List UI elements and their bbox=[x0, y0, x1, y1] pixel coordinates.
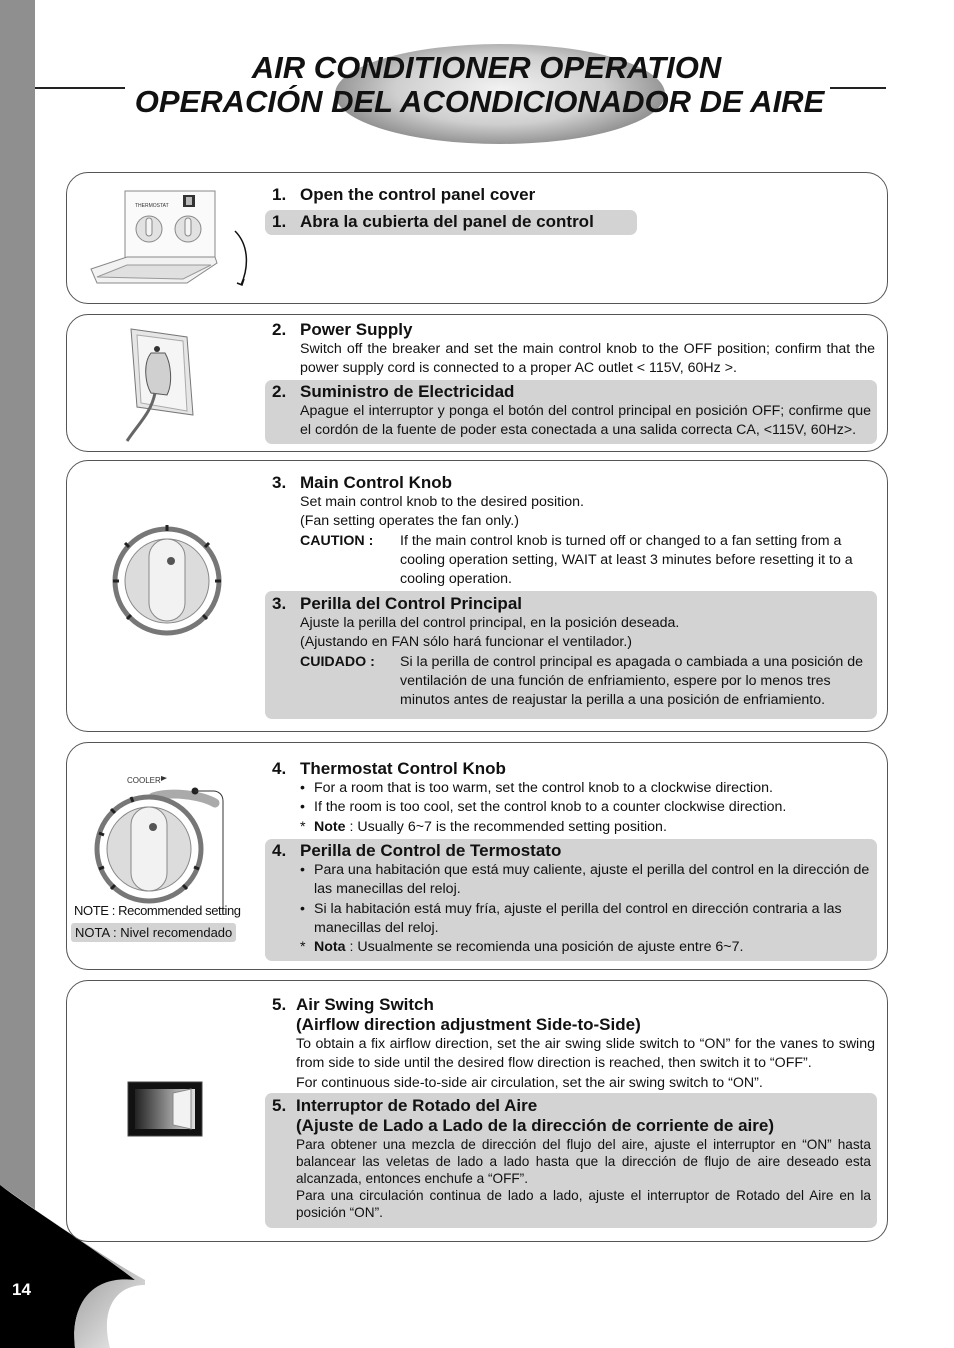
section-5-title-en: 5. Air Swing Switch bbox=[272, 995, 434, 1014]
section-3-line1-en: Set main control knob to the desired position. bbox=[300, 494, 584, 510]
section-3-title-en: 3. Main Control Knob bbox=[272, 473, 453, 492]
section-4-title-en: 4. Thermostat Control Knob bbox=[272, 759, 506, 778]
section-4-text bbox=[272, 759, 875, 837]
section-3-text bbox=[272, 473, 875, 589]
section-air-swing-switch bbox=[66, 980, 888, 1242]
section-3-caution-es: CUIDADO : Si la perilla de control principal es apagada o cambiada a una posición de ventilación de una función de enfriamiento, espere por lo menos tres minutos antes de reajustar la perilla a una posición de enfriamiento. bbox=[300, 653, 863, 709]
section-5-subtitle-en: (Airflow direction adjustment Side-to-Side) bbox=[296, 1015, 641, 1034]
section-5-subtitle-es: (Ajuste de Lado a Lado de la dirección de corriente de aire) bbox=[296, 1116, 775, 1135]
note-recommended-es: NOTA : Nivel recomendado bbox=[71, 923, 236, 942]
thermostat-label: THERMOSTAT bbox=[135, 203, 169, 209]
section-2-title-es: 2. Suministro de Electricidad bbox=[272, 382, 515, 401]
section-power-supply bbox=[66, 314, 888, 452]
section-4-note-es: * Nota : Usualmente se recomienda una posición de ajuste entre 6~7. bbox=[300, 939, 744, 956]
section-open-cover bbox=[66, 172, 888, 304]
section-1-text bbox=[272, 185, 875, 205]
control-panel-cover-icon bbox=[87, 187, 257, 293]
section-3-title-es: 3. Perilla del Control Principal bbox=[272, 594, 522, 613]
section-3-spanish-box bbox=[265, 591, 877, 719]
section-1-title-es: 1. Abra la cubierta del panel de control bbox=[272, 212, 594, 231]
section-5-body1-es: Para obtener una mezcla de dirección del flujo del aire, ajuste el interruptor en “ON” hasta balancear las veletas de lado a lado hasta que la dirección de flujo de aire deseado esta alcanzada, entonces enchufe a “OFF”. bbox=[296, 1137, 871, 1186]
section-4-bullet1-en: • For a room that is too warm, set the control knob to a clockwise direction. bbox=[300, 780, 773, 796]
section-3-line1-es: Ajuste la perilla del control principal, en la posición deseada. bbox=[300, 615, 680, 631]
section-1-spanish-box bbox=[265, 210, 637, 235]
page-title-block bbox=[35, 40, 954, 150]
section-1-title-en: 1. Open the control panel cover bbox=[272, 185, 536, 204]
section-5-body2-es: Para una circulación continua de lado a lado, ajuste el interruptor de Rotado del Aire en la posición “ON”. bbox=[296, 1188, 871, 1220]
section-5-title-es: 5. Interruptor de Rotado del Aire bbox=[272, 1096, 538, 1115]
section-4-bullet1-es: • Para una habitación que está muy caliente, ajuste el perilla del control en la dirección de las manecillas del reloj. bbox=[300, 862, 870, 898]
section-3-line2-en: (Fan setting operates the fan only.) bbox=[300, 513, 519, 530]
section-5-body1-en: To obtain a fix airflow direction, set the air swing slide switch to “ON” for the vanes to swing from side to side until the desired flow direction is reached, then switch it to “OFF”. bbox=[296, 1036, 875, 1072]
section-4-title-es: 4. Perilla de Control de Termostato bbox=[272, 841, 562, 860]
section-4-bullet2-es: • Si la habitación está muy fría, ajuste el perilla del control en dirección contraria a las manecillas del reloj. bbox=[300, 900, 842, 936]
note-recommended-en: NOTE : Recommended setting bbox=[74, 903, 241, 918]
title-spanish: OPERACIÓN DEL ACONDICIONADOR DE AIRE bbox=[134, 84, 825, 119]
title-english: AIR CONDITIONER OPERATION bbox=[251, 50, 722, 85]
section-thermostat-knob bbox=[66, 742, 888, 970]
section-3-caution-en: CAUTION : If the main control knob is turned off or changed to a fan setting from a cooling operation setting, WAIT at least 3 minutes before resetting it to a cooling operation. bbox=[300, 532, 853, 588]
main-control-knob-icon bbox=[111, 525, 223, 637]
section-4-bullet2-en: • If the room is too cool, set the control knob to a counter clockwise direction. bbox=[300, 799, 787, 816]
page-number: 14 bbox=[12, 1280, 31, 1299]
section-2-title-en: 2. Power Supply bbox=[272, 320, 413, 339]
cooler-label: COOLER bbox=[127, 776, 161, 785]
section-main-control-knob bbox=[66, 460, 888, 732]
section-5-body2-en: For continuous side-to-side air circulation, set the air swing switch to “ON”. bbox=[296, 1074, 763, 1091]
section-3-line2-es: (Ajustando en FAN sólo hará funcionar el ventilador.) bbox=[300, 634, 633, 651]
section-5-spanish-box bbox=[265, 1093, 877, 1228]
section-4-note-en: * Note : Usually 6~7 is the recommended setting position. bbox=[300, 818, 667, 835]
section-4-spanish-box bbox=[265, 839, 877, 961]
section-2-body-es: Apague el interruptor y ponga el botón del control principal en posición OFF; confirme que el cordón de la fuente de poder esta conectada a una salida correcta CA, <115V, 60Hz>. bbox=[300, 403, 871, 439]
thermostat-knob-icon bbox=[91, 769, 271, 917]
power-outlet-icon bbox=[117, 323, 217, 447]
air-swing-switch-icon bbox=[127, 1081, 203, 1137]
section-5-text bbox=[272, 995, 875, 1093]
page-sidebar bbox=[0, 0, 35, 1348]
section-2-body-en: Switch off the breaker and set the main control knob to the OFF position; confirm that the power supply cord is connected to a proper AC outlet < 115V, 60Hz >. bbox=[300, 341, 875, 377]
section-2-text bbox=[272, 320, 875, 379]
section-2-spanish-box bbox=[265, 380, 877, 444]
